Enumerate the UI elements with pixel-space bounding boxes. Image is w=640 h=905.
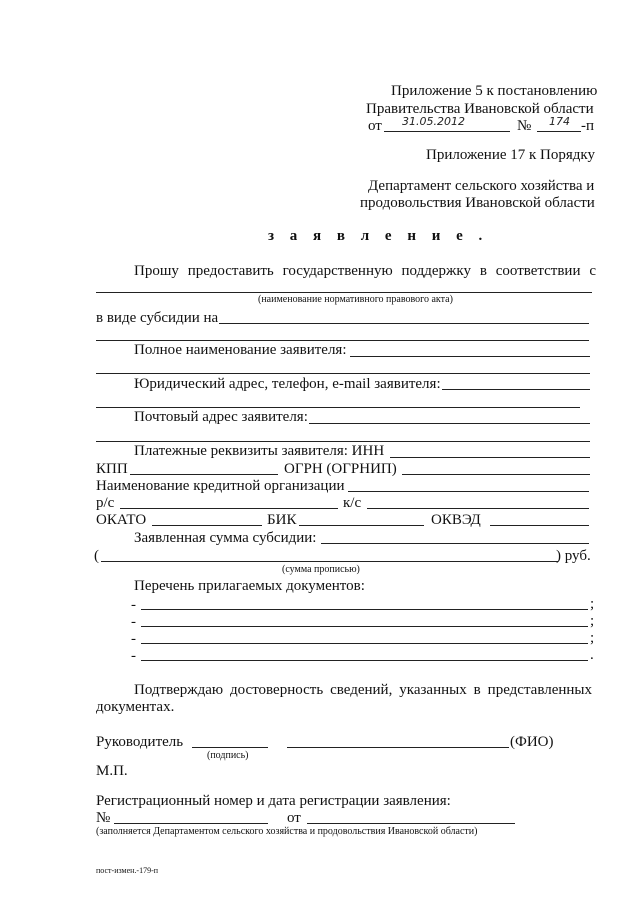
handwritten-number: 174 bbox=[549, 115, 570, 128]
signature-field-line[interactable] bbox=[192, 747, 268, 748]
okato-label: ОКАТО bbox=[96, 512, 147, 528]
doc-field-line-3[interactable] bbox=[141, 643, 588, 644]
registration-title: Регистрационный номер и дата регистрации заявления: bbox=[96, 793, 451, 809]
registration-number-field[interactable] bbox=[114, 823, 268, 824]
fio-field-line[interactable] bbox=[287, 747, 509, 748]
kpp-label: КПП bbox=[96, 461, 128, 477]
date-label: от bbox=[368, 118, 382, 134]
rs-field-line[interactable] bbox=[120, 508, 338, 509]
doc-dash-2: - bbox=[131, 614, 136, 630]
inn-field-line[interactable] bbox=[390, 457, 590, 458]
doc-field-line-1[interactable] bbox=[141, 609, 588, 610]
subsidy-label: в виде субсидии на bbox=[96, 310, 219, 326]
full-name-field-line[interactable] bbox=[350, 356, 590, 357]
doc-end-1: ; bbox=[590, 596, 595, 612]
bank-label: Наименование кредитной организации bbox=[96, 478, 345, 494]
intro-text: Прошу предоставить государственную поддержку в соответствии с bbox=[134, 263, 596, 279]
rubles-label: ) руб. bbox=[556, 548, 591, 564]
date-underline bbox=[384, 131, 510, 132]
ks-field-line[interactable] bbox=[367, 508, 589, 509]
bik-field-line[interactable] bbox=[299, 525, 424, 526]
footer-code: пост-измен.-179-п bbox=[96, 866, 159, 875]
amount-words-field-line[interactable] bbox=[101, 561, 558, 562]
amount-label: Заявленная сумма субсидии: bbox=[134, 530, 317, 546]
handwritten-date: 31.05.2012 bbox=[402, 115, 465, 128]
amount-caption: (сумма прописью) bbox=[282, 564, 360, 575]
paren-open: ( bbox=[94, 548, 99, 564]
postal-address-field-line[interactable] bbox=[309, 423, 590, 424]
act-field-line[interactable] bbox=[96, 292, 592, 293]
doc-end-2: ; bbox=[590, 613, 595, 629]
okato-field-line[interactable] bbox=[152, 525, 262, 526]
doc-end-4: . bbox=[590, 647, 594, 663]
rs-label: р/с bbox=[96, 495, 115, 511]
amount-field-line[interactable] bbox=[321, 543, 589, 544]
appendix-title-line2: Правительства Ивановской области bbox=[366, 101, 594, 117]
legal-address-label: Юридический адрес, телефон, e-mail заявителя: bbox=[134, 376, 441, 392]
doc-dash-4: - bbox=[131, 648, 136, 664]
docs-label: Перечень прилагаемых документов: bbox=[134, 578, 365, 594]
number-suffix: -п bbox=[581, 118, 595, 134]
subsidy-field-line[interactable] bbox=[219, 323, 589, 324]
doc-dash-1: - bbox=[131, 597, 136, 613]
appendix-order: Приложение 17 к Порядку bbox=[426, 147, 595, 163]
department-line1: Департамент сельского хозяйства и bbox=[368, 178, 595, 194]
document-title: з а я в л е н и е . bbox=[268, 228, 489, 244]
act-caption: (наименование нормативного правового акта) bbox=[258, 294, 453, 305]
ogrn-label: ОГРН (ОГРНИП) bbox=[284, 461, 397, 477]
signature-caption: (подпись) bbox=[207, 750, 249, 761]
registration-date-label: от bbox=[287, 810, 301, 826]
doc-end-3: ; bbox=[590, 630, 595, 646]
confirm-line2: документах. bbox=[96, 699, 175, 715]
okved-label: ОКВЭД bbox=[431, 512, 481, 528]
okved-field-line[interactable] bbox=[490, 525, 589, 526]
doc-field-line-2[interactable] bbox=[141, 626, 588, 627]
bank-field-line[interactable] bbox=[348, 491, 589, 492]
confirm-line1: Подтверждаю достоверность сведений, указанных в представленных bbox=[134, 682, 592, 698]
ks-label: к/с bbox=[343, 495, 362, 511]
full-name-field-line-2[interactable] bbox=[96, 373, 590, 374]
ogrn-field-line[interactable] bbox=[402, 474, 590, 475]
stamp-label: М.П. bbox=[96, 763, 128, 779]
fio-label: (ФИО) bbox=[510, 734, 554, 750]
registration-caption: (заполняется Департаментом сельского хозяйства и продовольствия Ивановской области) bbox=[96, 826, 478, 837]
appendix-title-line1: Приложение 5 к постановлению bbox=[391, 83, 598, 99]
bik-label: БИК bbox=[267, 512, 297, 528]
registration-date-field[interactable] bbox=[307, 823, 515, 824]
postal-address-label: Почтовый адрес заявителя: bbox=[134, 409, 308, 425]
kpp-field-line[interactable] bbox=[130, 474, 278, 475]
number-label: № bbox=[517, 118, 532, 134]
registration-number-label: № bbox=[96, 810, 111, 826]
number-underline bbox=[537, 131, 581, 132]
doc-dash-3: - bbox=[131, 631, 136, 647]
doc-field-line-4[interactable] bbox=[141, 660, 588, 661]
payment-label: Платежные реквизиты заявителя: ИНН bbox=[134, 443, 385, 459]
department-line2: продовольствия Ивановской области bbox=[360, 195, 595, 211]
legal-address-field-line[interactable] bbox=[442, 389, 590, 390]
head-label: Руководитель bbox=[96, 734, 184, 750]
full-name-label: Полное наименование заявителя: bbox=[134, 342, 347, 358]
